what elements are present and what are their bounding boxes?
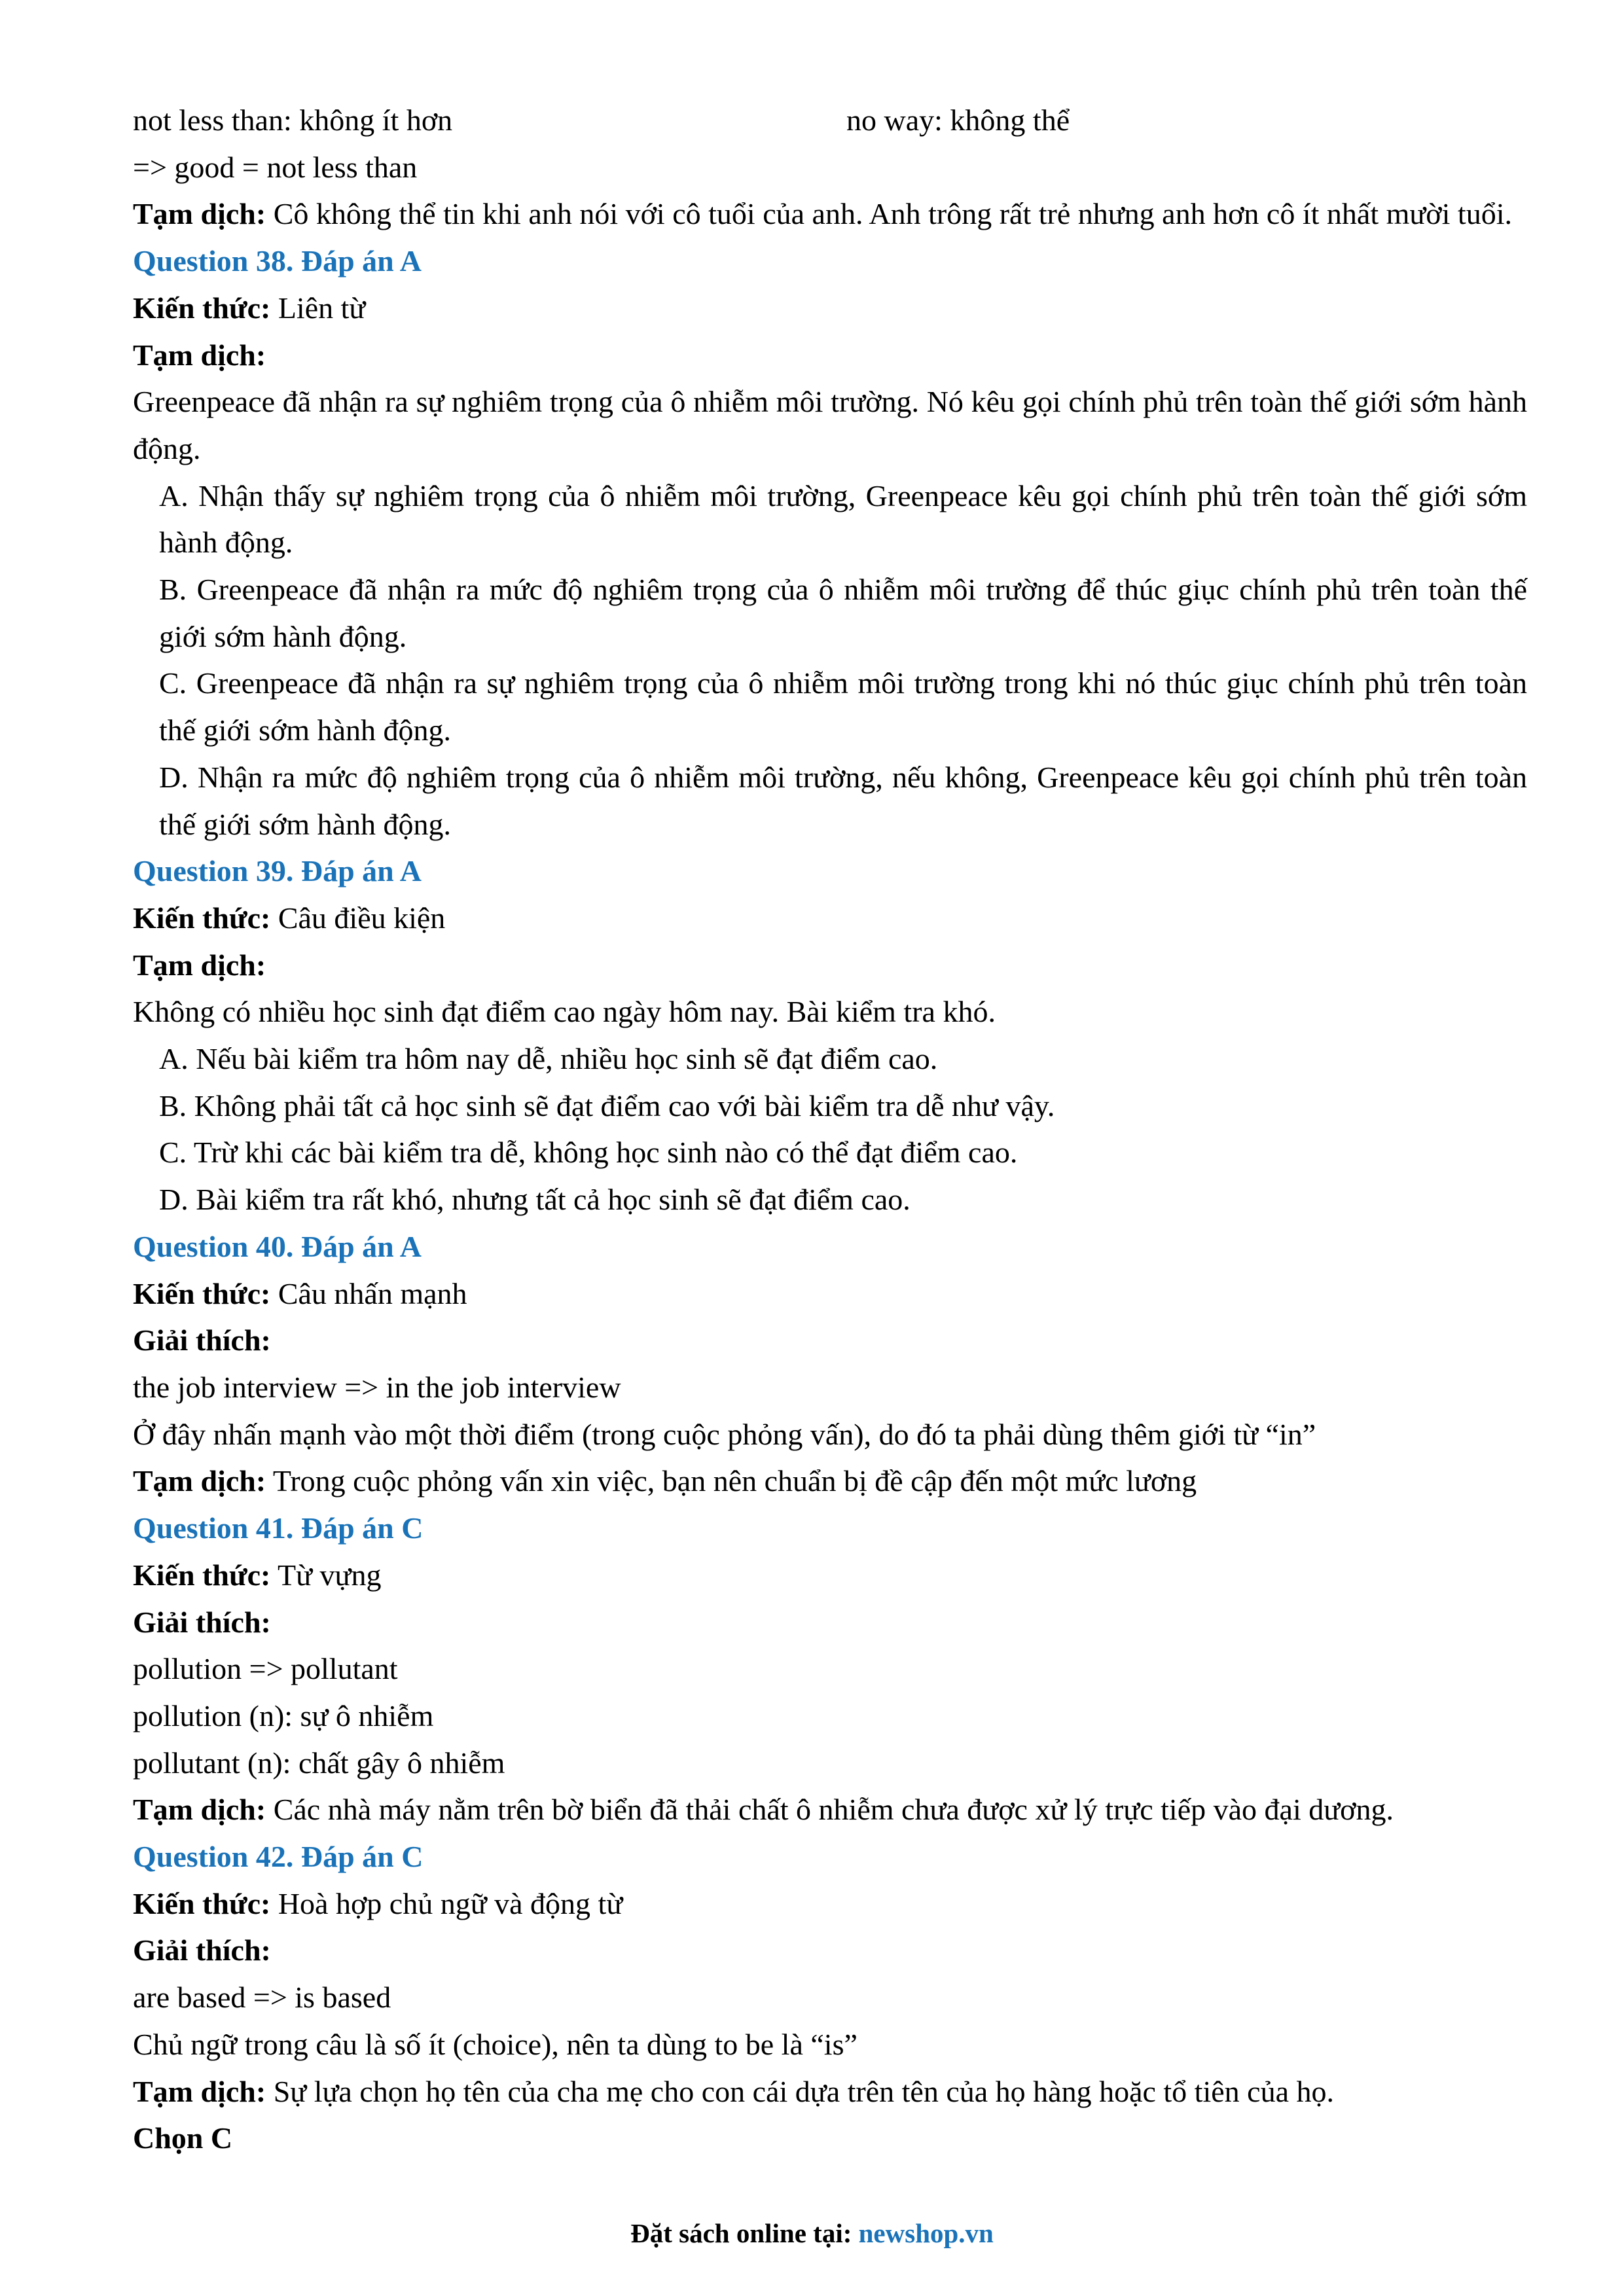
translation-label: Tạm dịch: (133, 1464, 266, 1498)
q38-sentence: Greenpeace đã nhận ra sự nghiêm trọng của ô nhiễm môi trường. Nó kêu gọi chính phủ trên toàn thế giới sớm hành động. (133, 385, 1527, 465)
vocab-row (133, 97, 1527, 144)
question-39-heading: Question 39. Đáp án A (133, 854, 422, 888)
translation-label: Tạm dịch: (133, 197, 266, 231)
vocab-left: not less than: không ít hơn (133, 103, 453, 137)
knowledge-value: Liên từ (278, 291, 366, 325)
question-38-heading: Question 38. Đáp án A (133, 244, 422, 278)
question-42-heading: Question 42. Đáp án C (133, 1840, 424, 1874)
knowledge-value: Câu điều kiện (278, 901, 446, 935)
vocab-conclusion: => good = not less than (133, 150, 418, 184)
translation-text: Trong cuộc phỏng vấn xin việc, bạn nên chuẩn bị đề cập đến một mức lương (272, 1464, 1197, 1498)
q38-option-c: C. Greenpeace đã nhận ra sự nghiêm trọng của ô nhiễm môi trường trong khi nó thúc giục chính phủ trên toàn thế giới sớm hành động. (159, 666, 1527, 747)
question-40-heading: Question 40. Đáp án A (133, 1229, 422, 1263)
knowledge-label: Kiến thức: (133, 1558, 271, 1592)
q42-knowledge (133, 1880, 1527, 1928)
q39-knowledge (133, 895, 1527, 942)
q39-option-b: B. Không phải tất cả học sinh sẽ đạt điểm cao với bài kiểm tra dễ như vậy. (159, 1088, 1055, 1122)
q39-option-c: C. Trừ khi các bài kiểm tra dễ, không học sinh nào có thể đạt điểm cao. (159, 1136, 1018, 1170)
page-footer (0, 2217, 1624, 2249)
q39-option-d: D. Bài kiểm tra rất khó, nhưng tất cả học sinh sẽ đạt điểm cao. (159, 1183, 911, 1217)
knowledge-label: Kiến thức: (133, 901, 271, 935)
knowledge-value: Hoà hợp chủ ngữ và động từ (278, 1886, 623, 1920)
q42-correction: are based => is based (133, 1981, 391, 2015)
translation-label: Tạm dịch: (133, 1793, 266, 1827)
q42-answer: Chọn C (133, 2121, 233, 2155)
q39-sentence: Không có nhiều học sinh đạt điểm cao ngày hôm nay. Bài kiểm tra khó. (133, 995, 996, 1029)
knowledge-label: Kiến thức: (133, 1886, 271, 1920)
translation-text: Cô không thể tin khi anh nói với cô tuổi của anh. Anh trông rất trẻ nhưng anh hơn cô ít nhất mười tuổi. (273, 197, 1512, 231)
q41-knowledge (133, 1552, 1527, 1599)
q38-option-a: A. Nhận thấy sự nghiêm trọng của ô nhiễm môi trường, Greenpeace kêu gọi chính phủ trên toàn thế giới sớm hành động. (159, 478, 1527, 560)
knowledge-label: Kiến thức: (133, 291, 271, 325)
document-body (133, 97, 1527, 2162)
q42-explanation: Chủ ngữ trong câu là số ít (choice), nên ta dùng to be là “is” (133, 2027, 857, 2061)
q41-explanation-label: Giải thích: (133, 1605, 271, 1639)
q41-translation (133, 1786, 1527, 1833)
q38-option-b: B. Greenpeace đã nhận ra mức độ nghiêm trọng của ô nhiễm môi trường để thúc giục chính phủ trên toàn thế giới sớm hành động. (159, 573, 1527, 653)
q41-correction: pollution => pollutant (133, 1652, 398, 1686)
knowledge-value: Từ vựng (277, 1558, 382, 1592)
footer-link[interactable]: newshop.vn (858, 2218, 994, 2248)
vocab-right: no way: không thể (846, 103, 1070, 137)
q40-explanation-label: Giải thích: (133, 1323, 271, 1357)
q40-correction: the job interview => in the job interview (133, 1370, 621, 1404)
knowledge-value: Câu nhấn mạnh (278, 1276, 467, 1310)
question-41-heading: Question 41. Đáp án C (133, 1511, 424, 1545)
translation-label: Tạm dịch: (133, 2074, 266, 2108)
q39-translation-label: Tạm dịch: (133, 948, 266, 982)
q39-option-a: A. Nếu bài kiểm tra hôm nay dễ, nhiều học sinh sẽ đạt điểm cao. (159, 1042, 938, 1076)
q38-knowledge (133, 285, 1527, 332)
q40-translation (133, 1458, 1527, 1505)
q37-translation (133, 190, 1527, 238)
knowledge-label: Kiến thức: (133, 1276, 271, 1310)
q41-definition-1: pollution (n): sự ô nhiễm (133, 1698, 434, 1732)
q38-translation-label: Tạm dịch: (133, 338, 266, 372)
footer-label: Đặt sách online tại: (630, 2218, 852, 2248)
translation-text: Các nhà máy nằm trên bờ biển đã thải chất ô nhiễm chưa được xử lý trực tiếp vào đại dương. (273, 1793, 1394, 1827)
q41-definition-2: pollutant (n): chất gây ô nhiễm (133, 1746, 505, 1780)
q40-explanation: Ở đây nhấn mạnh vào một thời điểm (trong cuộc phỏng vấn), do đó ta phải dùng thêm giới từ “in” (133, 1417, 1316, 1451)
q42-explanation-label: Giải thích: (133, 1933, 271, 1967)
q40-knowledge (133, 1270, 1527, 1318)
q42-translation (133, 2068, 1527, 2115)
q38-option-d: D. Nhận ra mức độ nghiêm trọng của ô nhiễm môi trường, nếu không, Greenpeace kêu gọi chính phủ trên toàn thế giới sớm hành động. (159, 760, 1527, 841)
translation-text: Sự lựa chọn họ tên của cha mẹ cho con cái dựa trên tên của họ hàng hoặc tổ tiên của họ. (273, 2074, 1334, 2108)
